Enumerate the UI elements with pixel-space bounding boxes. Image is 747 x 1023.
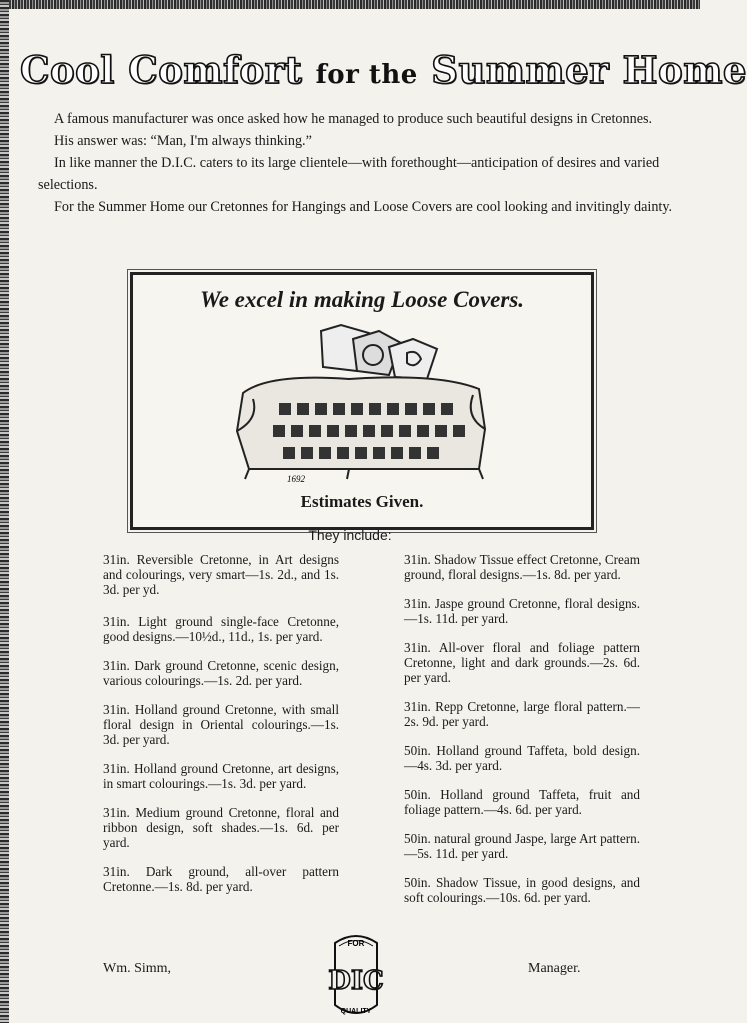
price-list-right: [404, 552, 640, 919]
covered-sofa-illustration: [229, 319, 495, 484]
price-item: 31in. Holland ground Cretonne, with small floral design in Oriental colourings.—1s. 3d. per yard.: [103, 702, 339, 747]
loose-covers-panel: [130, 272, 594, 530]
price-item: 31in. Holland ground Cretonne, art designs, in smart colourings.—1s. 3d. per yard.: [103, 761, 339, 791]
torn-top-edge: [0, 0, 700, 9]
plate-number: 1692: [287, 474, 305, 484]
cushions-icon: [321, 325, 437, 379]
intro-paragraph: In like manner the D.I.C. caters to its large clientele—with forethought—anticipation of desires and varied selections.: [38, 155, 660, 193]
headline-part-1: Cool Comfort: [20, 48, 303, 92]
manager-name: Wm. Simm,: [103, 961, 172, 976]
logo-main-text: DIC: [328, 966, 384, 996]
panel-heading: We excel in making Loose Covers.: [199, 287, 525, 312]
torn-left-edge: [0, 0, 9, 1023]
price-item: 31in. Light ground single-face Cretonne, good designs.—10½d., 11d., 1s. per yard.: [103, 614, 339, 644]
they-include-label: They include:: [308, 527, 392, 543]
price-item: 50in. Shadow Tissue, in good designs, and soft colourings.—10s. 6d. per yard.: [404, 875, 640, 905]
logo-bottom-text: QUALITY: [340, 1008, 372, 1015]
headline-part-3: Summer Home: [431, 48, 747, 92]
estimates-given: Estimates Given.: [300, 492, 424, 511]
intro-paragraph: His answer was: “Man, I'm always thinking.”: [54, 133, 312, 149]
price-item: 31in. Reversible Cretonne, in Art designs and colourings, very smart—1s. 2d., and 1s. 3d. per yd.: [103, 552, 339, 597]
price-item: 31in. Shadow Tissue effect Cretonne, Cream ground, floral designs.—1s. 8d. per yard.: [404, 552, 641, 582]
intro-copy: [38, 108, 688, 218]
intro-paragraph: For the Summer Home our Cretonnes for Hangings and Loose Covers are cool looking and invitingly dainty.: [54, 199, 673, 215]
manager-title: Manager.: [528, 961, 581, 976]
price-item: 31in. Dark ground Cretonne, scenic design, various colourings.—1s. 2d. per yard.: [103, 658, 339, 688]
price-list-left: [103, 552, 339, 908]
price-item: 50in. Holland ground Taffeta, fruit and foliage pattern.—4s. 6d. per yard.: [404, 787, 640, 817]
price-item: 50in. Holland ground Taffeta, bold design.—4s. 3d. per yard.: [404, 743, 640, 773]
price-item: 31in. Jaspe ground Cretonne, floral designs.—1s. 11d. per yard.: [404, 596, 640, 626]
logo-top-text: FOR: [347, 939, 365, 948]
price-item: 31in. All-over floral and foliage pattern Cretonne, light and dark grounds.—2s. 6d. per yard.: [404, 640, 640, 685]
price-item: 31in. Medium ground Cretonne, floral and ribbon design, soft shades.—1s. 6d. per yard.: [103, 805, 339, 850]
price-item: 31in. Dark ground, all-over pattern Cretonne.—1s. 8d. per yard.: [103, 864, 339, 894]
headline: [20, 48, 747, 92]
dic-quality-logo: [329, 929, 383, 1023]
intro-paragraph: A famous manufacturer was once asked how he managed to produce such beautiful designs in Cretonnes.: [54, 111, 653, 127]
price-item: 31in. Repp Cretonne, large floral pattern.—2s. 9d. per yard.: [404, 699, 640, 729]
price-item: 50in. natural ground Jaspe, large Art pattern.—5s. 11d. per yard.: [404, 831, 640, 861]
headline-part-2: for the: [315, 60, 418, 90]
